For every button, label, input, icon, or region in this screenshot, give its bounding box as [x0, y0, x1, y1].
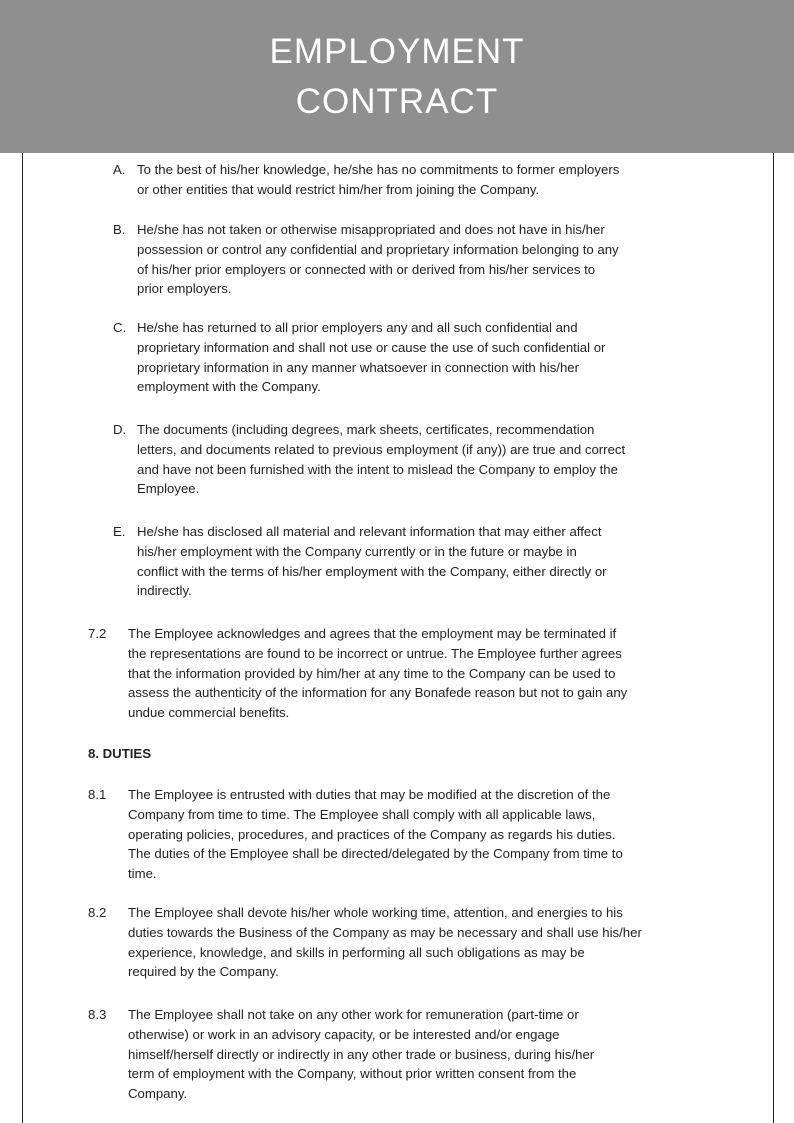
item-label: D.	[113, 422, 127, 437]
item-text: He/she has disclosed all material and relevant information that may either affect his/her employment with the Company currently or in the future or maybe in conflict with the terms of his/her employment with the Company, either directly or indirectly.	[137, 524, 607, 599]
section-heading-duties: 8. DUTIES	[88, 746, 152, 761]
item-text: To the best of his/her knowledge, he/she has no commitments to former employers or other entities that would restrict him/her from joining the Company.	[137, 162, 620, 197]
clause-number: 8.1	[88, 787, 107, 802]
page-border-right	[773, 153, 774, 1123]
clause-number: 8.3	[88, 1007, 107, 1022]
page-border-left	[22, 153, 23, 1123]
clause-number: 8.2	[88, 905, 107, 920]
clause-text: The Employee is entrusted with duties that may be modified at the discretion of the Company from time to time. The Employee shall comply with all applicable laws, operating policies, procedures, and practices of the Company as regards his duties. The duties of the Employee shall be directed/delegated by the Company from time to time.	[128, 787, 623, 882]
title-line-1: EMPLOYMENT	[269, 32, 525, 71]
item-label: B.	[113, 222, 126, 237]
clause-text: The Employee shall not take on any other work for remuneration (part-time or otherwise) or work in an advisory capacity, or be interested and/or engage himself/herself directly or indirectly in any other trade or business, during his/her term of employment with the Company, without prior written consent from the Company.	[128, 1007, 595, 1102]
clause-text: The Employee shall devote his/her whole working time, attention, and energies to his duties towards the Business of the Company as may be necessary and shall use his/her experience, knowledge, and skills in performing all such obligations as may be required by the Company.	[128, 905, 642, 980]
title-banner	[0, 0, 794, 153]
clause-text: The Employee acknowledges and agrees that the employment may be terminated if the representations are found to be incorrect or untrue. The Employee further agrees that the information provided by him/her at any time to the Company can be used to assess the authenticity of the information for any Bonafede reason but not to gain any undue commercial benefits.	[128, 626, 628, 721]
title-line-2: CONTRACT	[295, 82, 499, 121]
item-text: He/she has returned to all prior employers any and all such confidential and proprietary information and shall not use or cause the use of such confidential or proprietary information in any manner whatsoever in connection with his/her employment with the Company.	[137, 320, 606, 395]
item-text: The documents (including degrees, mark sheets, certificates, recommendation letters, and documents related to previous employment (if any)) are true and correct and have not been furnished with the intent to mislead the Company to employ the Employee.	[137, 422, 626, 497]
item-text: He/she has not taken or otherwise misappropriated and does not have in his/her possession or control any confidential and proprietary information belonging to any of his/her prior employers or connected with or derived from his/her services to prior employers.	[137, 222, 619, 297]
item-label: A.	[113, 162, 126, 177]
item-label: E.	[113, 524, 126, 539]
item-label: C.	[113, 320, 127, 335]
clause-number: 7.2	[88, 626, 107, 641]
